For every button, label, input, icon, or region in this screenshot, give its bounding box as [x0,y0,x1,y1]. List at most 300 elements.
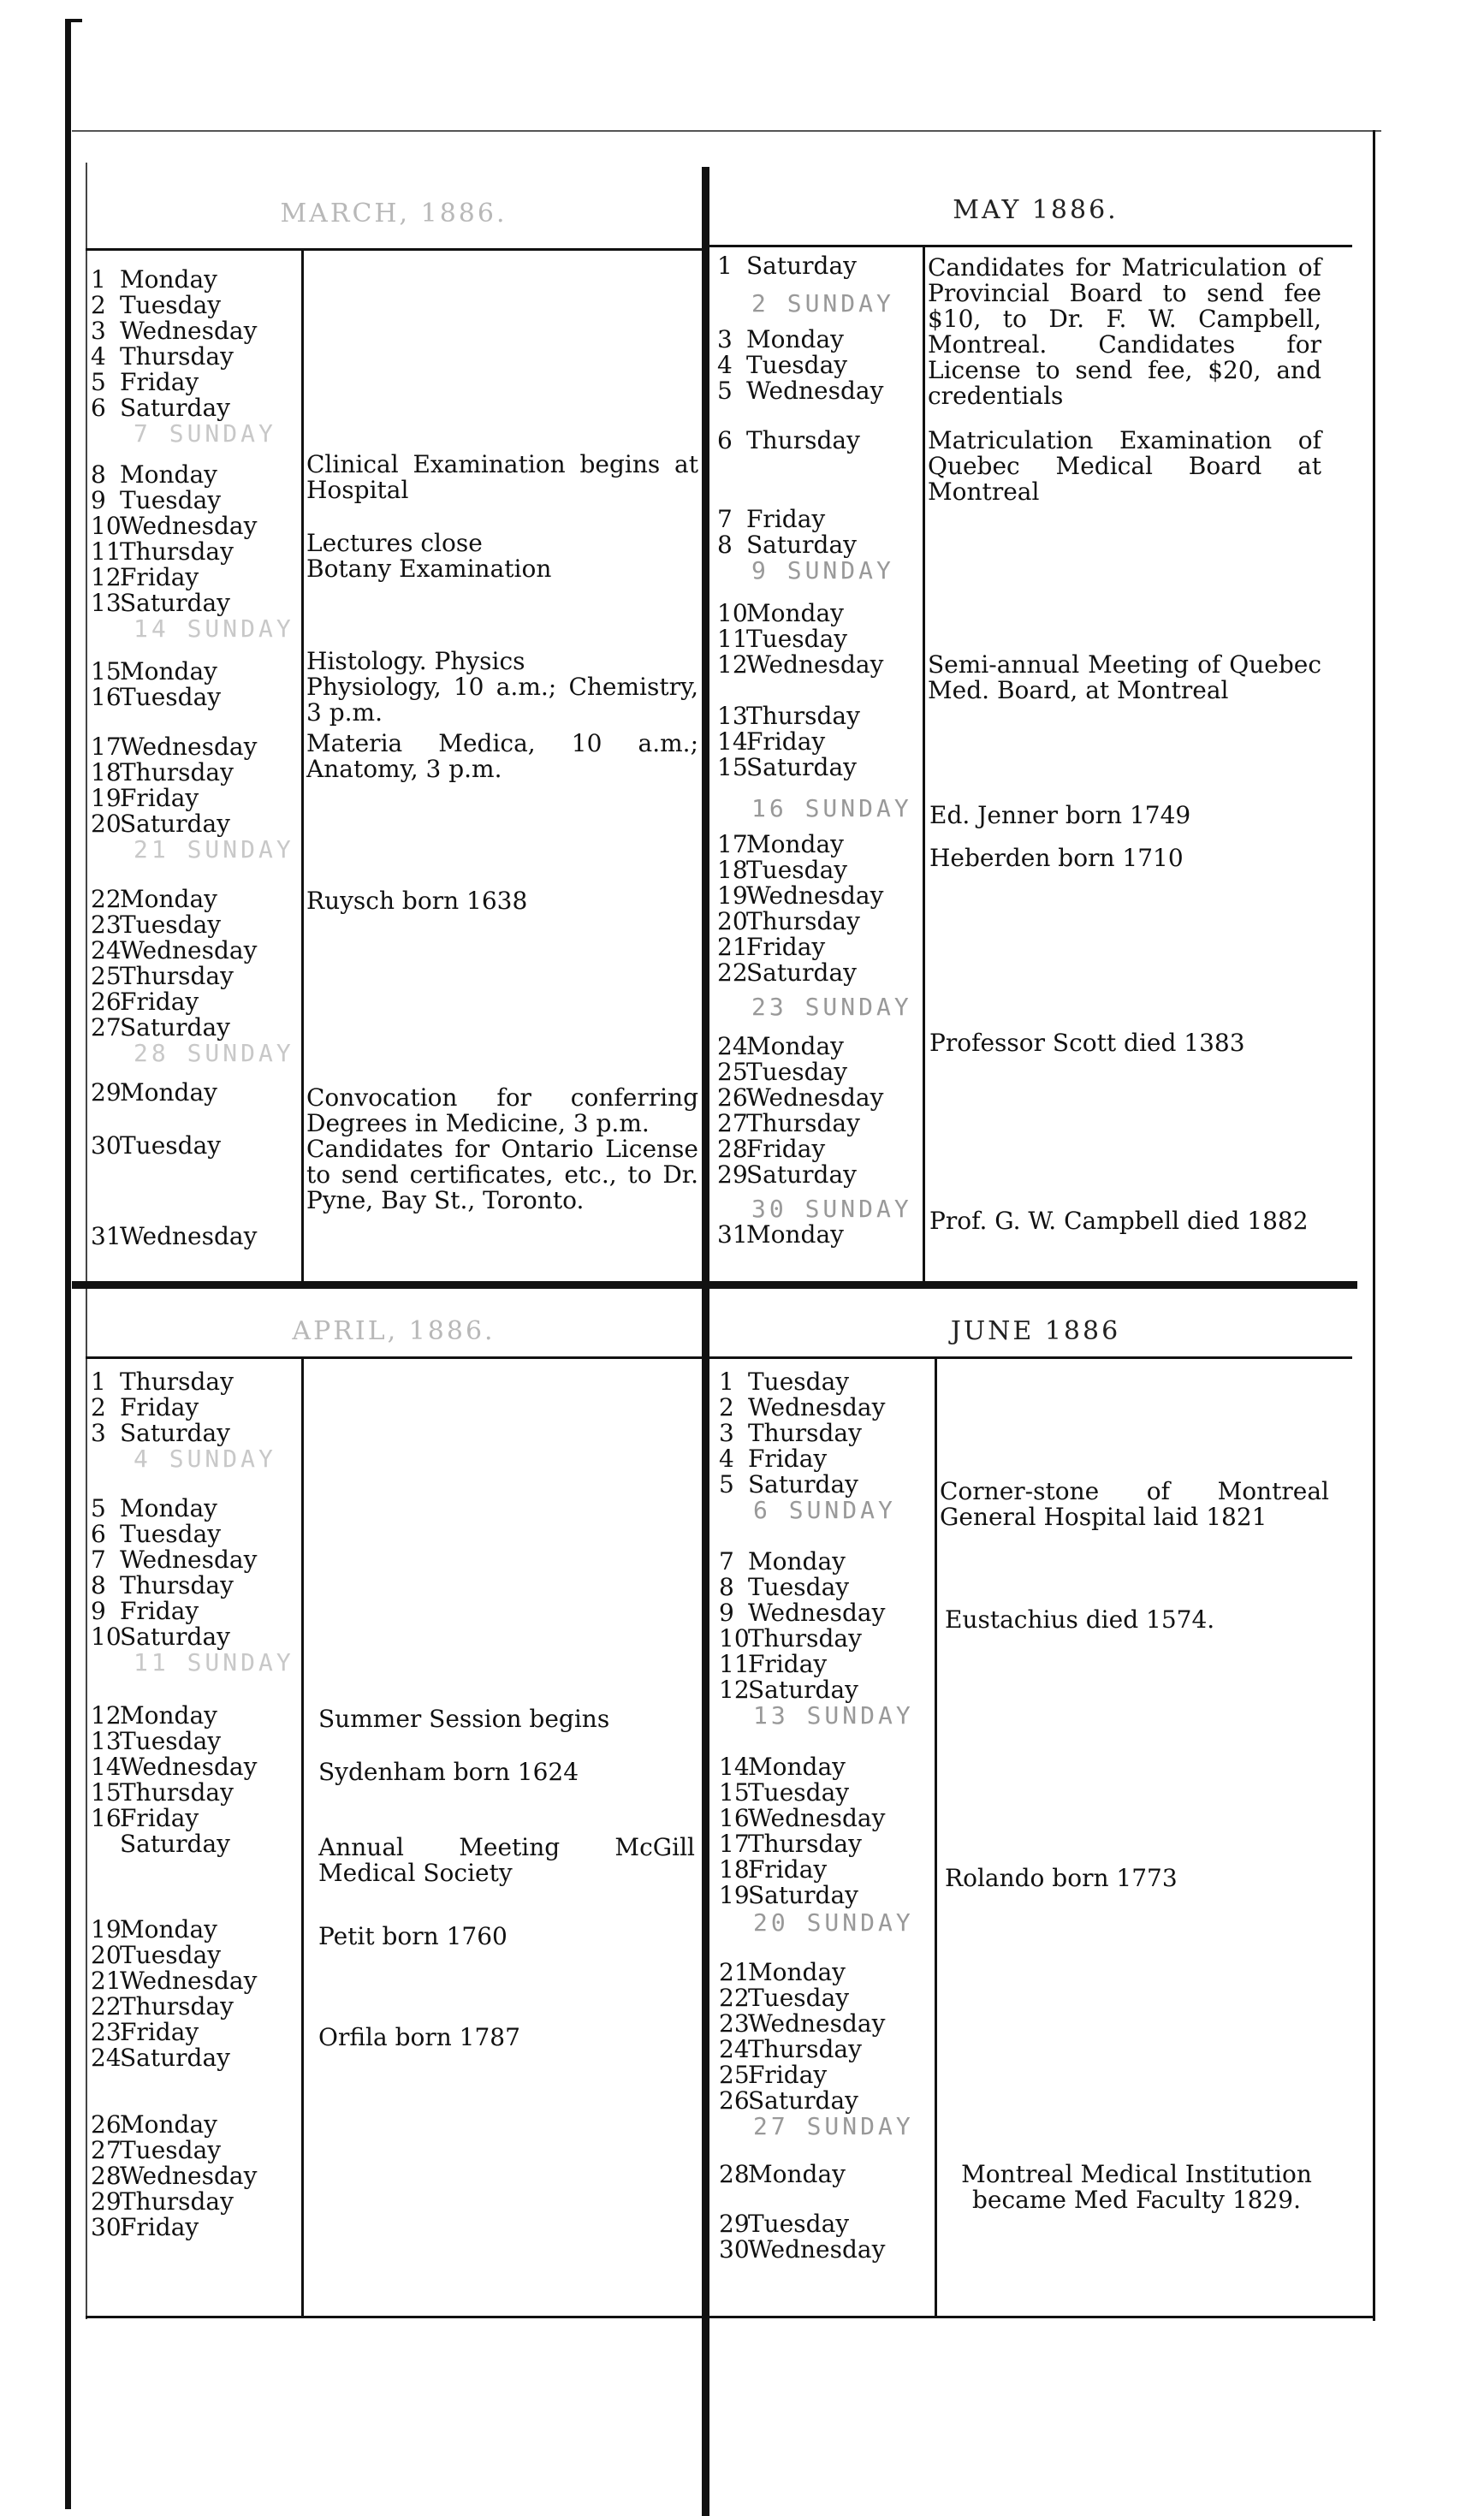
weekday-name: Wednesday [120,512,258,540]
weekday-name: Wednesday [120,1753,258,1781]
day-number: 1 [91,1368,106,1396]
day-number: 27 [717,1109,748,1137]
weekday-name: Saturday [746,531,857,559]
june-day-row [719,1883,858,1908]
weekday-name: Friday [748,1650,828,1678]
weekday-name: Saturday [746,252,857,280]
weekday-name: Tuesday [746,856,848,884]
march-note: Physiology, 10 a.m.; Chemistry, 3 p.m. [306,673,698,727]
april-day-row [91,2189,234,2215]
weekday-name: Wednesday [120,2162,258,2190]
weekday-name: Saturday [748,1676,858,1704]
day-number: 30 [91,1131,122,1160]
day-number: 24 [719,2035,750,2063]
day-number: 21 [717,933,748,961]
day-number: 7 [91,1546,106,1574]
april-day-row [91,1599,199,1624]
april-header: APRIL, 1886. [292,1316,496,1346]
day-number: 1 [717,252,733,280]
april-day-row [91,1780,234,1806]
weekday-name: Wednesday [120,733,258,761]
weekday-name: Monday [120,460,217,489]
june-header: JUNE 1886 [950,1316,1121,1346]
june-day-row [719,1960,846,1985]
day-number: 8 [719,1573,734,1601]
weekday-name: Wednesday [746,650,884,679]
day-number: 28 [717,1135,748,1163]
may-note: Heberden born 1710 [929,844,1184,872]
weekday-name: Thursday [120,758,234,786]
june-day-row [719,1985,849,2011]
weekday-name: Monday [746,1220,844,1249]
day-number: 25 [717,1058,748,1086]
april-day-row [91,2045,230,2071]
april-day-row [91,2020,199,2045]
weekday-name: Thursday [746,426,860,454]
day-number: 26 [719,2086,750,2115]
weekday-name: Friday [120,2018,199,2046]
weekday-name: Friday [120,988,199,1016]
june-day-row [719,1806,885,1831]
day-number: 17 [717,830,748,858]
april-day-row [91,1547,257,1573]
weekday-name: Saturday [120,589,230,617]
june-day-row [719,1395,885,1421]
day-number: 14 [91,1753,122,1781]
day-number: 30 [91,2213,122,2241]
march-note: Histology. Physics [306,647,525,675]
weekday-name: Friday [120,2213,199,2241]
weekday-name: Friday [746,727,826,756]
june-note: Corner-stone of Montreal General Hospital laid 1821 [940,1477,1329,1531]
day-number: 29 [717,1160,748,1189]
day-number: 24 [91,2044,122,2072]
day-number: 2 [719,1393,734,1421]
weekday-name: Friday [746,933,826,961]
march-note: Candidates for Ontario License to send certificates, etc., to Dr. Pyne, Bay St., Toronto. [306,1135,698,1214]
weekday-name: Thursday [748,1624,862,1653]
day-number: 13 [717,702,748,730]
april-days [91,0,305,2319]
day-number: 12 [91,563,122,591]
day-number: 5 [719,1470,734,1498]
april-day-row [91,1917,217,1943]
weekday-name: Wednesday [746,881,884,910]
march-note: Clinical Examination begins at Hospital [306,450,698,504]
may-note: Prof. G. W. Campbell died 1882 [929,1207,1309,1235]
day-number: 26 [91,2110,122,2139]
day-number: 22 [719,1984,750,2012]
weekday-name: Thursday [120,962,234,990]
day-number: 27 [91,1013,122,1041]
weekday-name: Saturday [748,1881,858,1909]
frame-inner-left [86,163,87,2319]
day-number: 21 [91,1967,122,1995]
march-note: Botany Examination [306,555,552,583]
day-number: 20 [717,907,748,935]
weekday-name: Monday [120,1915,217,1943]
april-sunday-label: 4 SUNDAY [134,1445,276,1473]
weekday-name: Monday [748,2160,846,2188]
weekday-name: Tuesday [746,625,848,653]
weekday-name: Thursday [120,1992,234,2021]
day-number: 6 [91,394,106,422]
weekday-name: Monday [748,1958,846,1986]
june-day-row [719,2011,885,2037]
day-number: 30 [719,2235,750,2264]
may-note: Professor Scott died 1383 [929,1029,1245,1057]
april-day-row [91,1522,221,1547]
weekday-name: Wednesday [746,377,884,405]
day-number: 23 [719,2009,750,2038]
june-day-row [719,1754,846,1780]
weekday-name: Saturday [120,394,230,422]
june-day-row [719,2237,885,2263]
day-number: 12 [717,650,748,679]
weekday-name: Saturday [120,810,230,838]
weekday-name: Friday [120,784,199,812]
weekday-name: Tuesday [746,351,848,379]
top-corner-mark [65,19,82,22]
april-day-row [91,1831,230,1857]
may-sunday-label: 9 SUNDAY [751,556,894,584]
day-number: 13 [91,589,122,617]
day-number: 11 [91,537,122,566]
day-number: 1 [91,265,106,294]
day-number: 5 [717,377,733,405]
weekday-name: Thursday [748,1419,862,1447]
day-number: 24 [91,936,122,964]
april-day-row [91,1624,230,1650]
weekday-name: Wednesday [120,1546,258,1574]
weekday-name: Wednesday [120,936,258,964]
weekday-name: Thursday [120,342,234,371]
day-number: 19 [91,784,122,812]
weekday-name: Thursday [746,1109,860,1137]
day-number: 26 [717,1083,748,1112]
day-number: 24 [717,1032,748,1060]
may-sunday-label: 30 SUNDAY [751,1195,912,1223]
day-number: 8 [717,531,733,559]
frame-right [1373,130,1375,2321]
june-day-row [719,1626,862,1652]
weekday-name: Tuesday [120,911,222,939]
day-number: 18 [717,856,748,884]
june-day-row [719,2162,846,2187]
weekday-name: Wednesday [120,1222,258,1250]
weekday-name: Friday [746,505,826,533]
weekday-name: Wednesday [120,1967,258,1995]
march-header: MARCH, 1886. [280,199,508,228]
may-sunday-label: 23 SUNDAY [751,993,912,1021]
april-day-row [91,1395,199,1421]
weekday-name: Monday [748,1547,846,1575]
weekday-name: Friday [748,1855,828,1884]
weekday-name: Tuesday [120,2136,222,2164]
day-number: 5 [91,368,106,396]
center-divider [702,167,709,2516]
day-number: 4 [91,342,106,371]
day-number: 20 [91,810,122,838]
june-day-row [719,1549,846,1575]
weekday-name: Wednesday [748,2009,886,2038]
day-number: 29 [91,1078,122,1107]
day-number: 28 [91,2162,122,2190]
day-number: 31 [91,1222,122,1250]
weekday-name: Tuesday [120,486,222,514]
march-note: Convocation for conferring Degrees in Medicine, 3 p.m. [306,1083,698,1137]
april-note: Orfila born 1787 [318,2023,520,2051]
may-note: Candidates for Matriculation of Provincial Board to send fee $10, to Dr. F. W. Campbell, Montreal. Candidates for License to send fee, $20, and credentials [928,253,1321,410]
may-sunday-label: 16 SUNDAY [751,794,912,822]
day-number: 26 [91,988,122,1016]
day-number: 12 [719,1676,750,1704]
weekday-name: Wednesday [120,317,258,345]
day-number: 22 [717,958,748,987]
day-number: 23 [91,2018,122,2046]
left-binding-line [65,19,71,2509]
weekday-name: Tuesday [748,1368,850,1396]
april-note: Annual Meeting McGill Medical Society [318,1833,695,1887]
weekday-name: Monday [120,2110,217,2139]
april-day-row [91,1369,234,1395]
weekday-name: Saturday [120,1013,230,1041]
weekday-name: Wednesday [748,1393,886,1421]
april-day-row [91,1496,217,1522]
weekday-name: Monday [120,657,217,685]
april-note: Petit born 1760 [318,1922,508,1950]
march-sunday-label: 14 SUNDAY [134,614,294,643]
day-number: 28 [719,2160,750,2188]
june-day-row [719,1780,849,1806]
day-number: 31 [717,1220,748,1249]
day-number: 6 [91,1520,106,1548]
weekday-name: Friday [746,1135,826,1163]
day-number: 15 [717,753,748,781]
weekday-name: Thursday [746,702,860,730]
weekday-name: Friday [120,1804,199,1832]
weekday-name: Tuesday [120,291,222,319]
day-number: 10 [719,1624,750,1653]
april-day-row [91,1573,234,1599]
day-number: 13 [91,1727,122,1755]
june-note: Eustachius died 1574. [945,1605,1215,1634]
june-day-row [719,1446,827,1472]
day-number: 7 [719,1547,734,1575]
day-number: 11 [717,625,748,653]
day-number: 7 [717,505,733,533]
june-day-row [719,1652,827,1677]
day-number: 15 [91,1778,122,1807]
weekday-name: Saturday [120,1623,230,1651]
may-note: Matriculation Examination of Quebec Medical Board at Montreal [928,426,1321,506]
day-number: 25 [91,962,122,990]
weekday-name: Monday [120,1078,217,1107]
day-number: 19 [717,881,748,910]
day-number: 9 [91,486,106,514]
weekday-name: Friday [748,1445,828,1473]
day-number: 4 [717,351,733,379]
may-sunday-label: 2 SUNDAY [751,289,894,317]
day-number: 1 [719,1368,734,1396]
day-number: 9 [91,1597,106,1625]
weekday-name: Friday [120,1393,199,1421]
weekday-name: Tuesday [120,1131,222,1160]
weekday-name: Thursday [120,1778,234,1807]
weekday-name: Saturday [748,2086,858,2115]
weekday-name: Saturday [120,1830,230,1858]
day-number: 10 [717,599,748,627]
april-day-row [91,2163,257,2189]
march-note: Ruysch born 1638 [306,887,528,915]
day-number: 3 [719,1419,734,1447]
weekday-name: Tuesday [746,1058,848,1086]
day-number: 3 [717,325,733,353]
weekday-name: Saturday [120,1419,230,1447]
weekday-name: Monday [120,265,217,294]
june-day-row [719,2211,849,2237]
june-day-row [719,1677,858,1703]
june-day-row [719,1857,827,1883]
june-note: Montreal Medical Institution became Med Faculty 1829. [961,2160,1312,2214]
weekday-name: Tuesday [120,683,222,711]
weekday-name: Thursday [746,907,860,935]
day-number: 22 [91,1992,122,2021]
day-number: 29 [719,2210,750,2238]
day-number: 14 [719,1753,750,1781]
april-day-row [91,1729,221,1754]
weekday-name: Tuesday [120,1727,222,1755]
weekday-name: Friday [748,2061,828,2089]
june-day-row [719,1421,862,1446]
day-number: 19 [719,1881,750,1909]
may-note: Ed. Jenner born 1749 [929,801,1191,829]
weekday-name: Friday [120,563,199,591]
day-number: 14 [717,727,748,756]
june-sunday-label: 6 SUNDAY [753,1496,896,1524]
day-number: 16 [91,683,122,711]
weekday-name: Tuesday [120,1941,222,1969]
weekday-name: Tuesday [748,1778,850,1807]
day-number: 6 [717,426,733,454]
day-number: 18 [719,1855,750,1884]
june-note: Rolando born 1773 [945,1864,1178,1892]
day-number: 17 [719,1830,750,1858]
may-note: Semi-annual Meeting of Quebec Med. Board, at Montreal [928,650,1321,704]
weekday-name: Monday [746,830,844,858]
april-day-row [91,1943,221,1968]
june-day-row [719,1369,849,1395]
weekday-name: Wednesday [746,1083,884,1112]
day-number: 2 [91,291,106,319]
weekday-name: Monday [120,1701,217,1730]
weekday-name: Thursday [748,2035,862,2063]
weekday-name: Saturday [746,753,857,781]
day-number: 15 [91,657,122,685]
march-note: Lectures close [306,529,483,557]
march-note: Materia Medica, 10 a.m.; Anatomy, 3 p.m. [306,729,698,783]
day-number: 22 [91,885,122,913]
april-day-row [91,1806,199,1831]
april-day-row [91,2112,217,2138]
weekday-name: Saturday [746,1160,857,1189]
day-number: 10 [91,512,122,540]
april-day-row [91,2138,221,2163]
june-sunday-label: 20 SUNDAY [753,1908,914,1937]
june-day-row [719,1472,858,1498]
june-day-row [719,1600,885,1626]
april-sunday-label: 11 SUNDAY [134,1648,294,1676]
day-number: 8 [91,1571,106,1599]
june-day-row [719,1831,862,1857]
march-sunday-label: 7 SUNDAY [134,419,276,448]
day-number: 4 [719,1445,734,1473]
june-days [719,0,937,2319]
day-number: 19 [91,1915,122,1943]
weekday-name: Monday [120,885,217,913]
june-day-row [719,2037,862,2062]
weekday-name: Tuesday [748,1984,850,2012]
weekday-name: Thursday [748,1830,862,1858]
day-number: 5 [91,1494,106,1522]
june-sunday-label: 27 SUNDAY [753,2112,914,2140]
june-sunday-label: 13 SUNDAY [753,1701,914,1730]
april-day-row [91,1994,234,2020]
weekday-name: Monday [746,325,844,353]
april-note: Summer Session begins [318,1705,610,1733]
weekday-name: Monday [746,1032,844,1060]
june-day-row [719,1575,849,1600]
day-number: 18 [91,758,122,786]
day-number: 8 [91,460,106,489]
day-number: 3 [91,317,106,345]
weekday-name: Monday [120,1494,217,1522]
weekday-name: Wednesday [748,2235,886,2264]
weekday-name: Tuesday [748,1573,850,1601]
weekday-name: Tuesday [120,1520,222,1548]
april-note: Sydenham born 1624 [318,1758,579,1786]
weekday-name: Monday [746,599,844,627]
day-number: 29 [91,2187,122,2216]
weekday-name: Friday [120,368,199,396]
day-number: 2 [91,1393,106,1421]
day-number: 17 [91,733,122,761]
day-number: 21 [719,1958,750,1986]
day-number: 12 [91,1701,122,1730]
weekday-name: Thursday [120,1571,234,1599]
day-number: 10 [91,1623,122,1651]
april-day-row [91,1703,217,1729]
weekday-name: Monday [748,1753,846,1781]
weekday-name: Saturday [120,2044,230,2072]
day-number: 27 [91,2136,122,2164]
may-header: MAY 1886. [953,195,1119,225]
weekday-name: Wednesday [748,1599,886,1627]
weekday-name: Friday [120,1597,199,1625]
day-number: 25 [719,2061,750,2089]
march-sunday-label: 28 SUNDAY [134,1039,294,1067]
june-day-row [719,2088,858,2114]
weekday-name: Thursday [120,1368,234,1396]
april-day-row [91,1754,257,1780]
april-day-row [91,1968,257,1994]
day-number: 23 [91,911,122,939]
weekday-name: Thursday [120,537,234,566]
weekday-name: Saturday [748,1470,858,1498]
weekday-name: Saturday [746,958,857,987]
weekday-name: Wednesday [748,1804,886,1832]
weekday-name: Tuesday [748,2210,850,2238]
